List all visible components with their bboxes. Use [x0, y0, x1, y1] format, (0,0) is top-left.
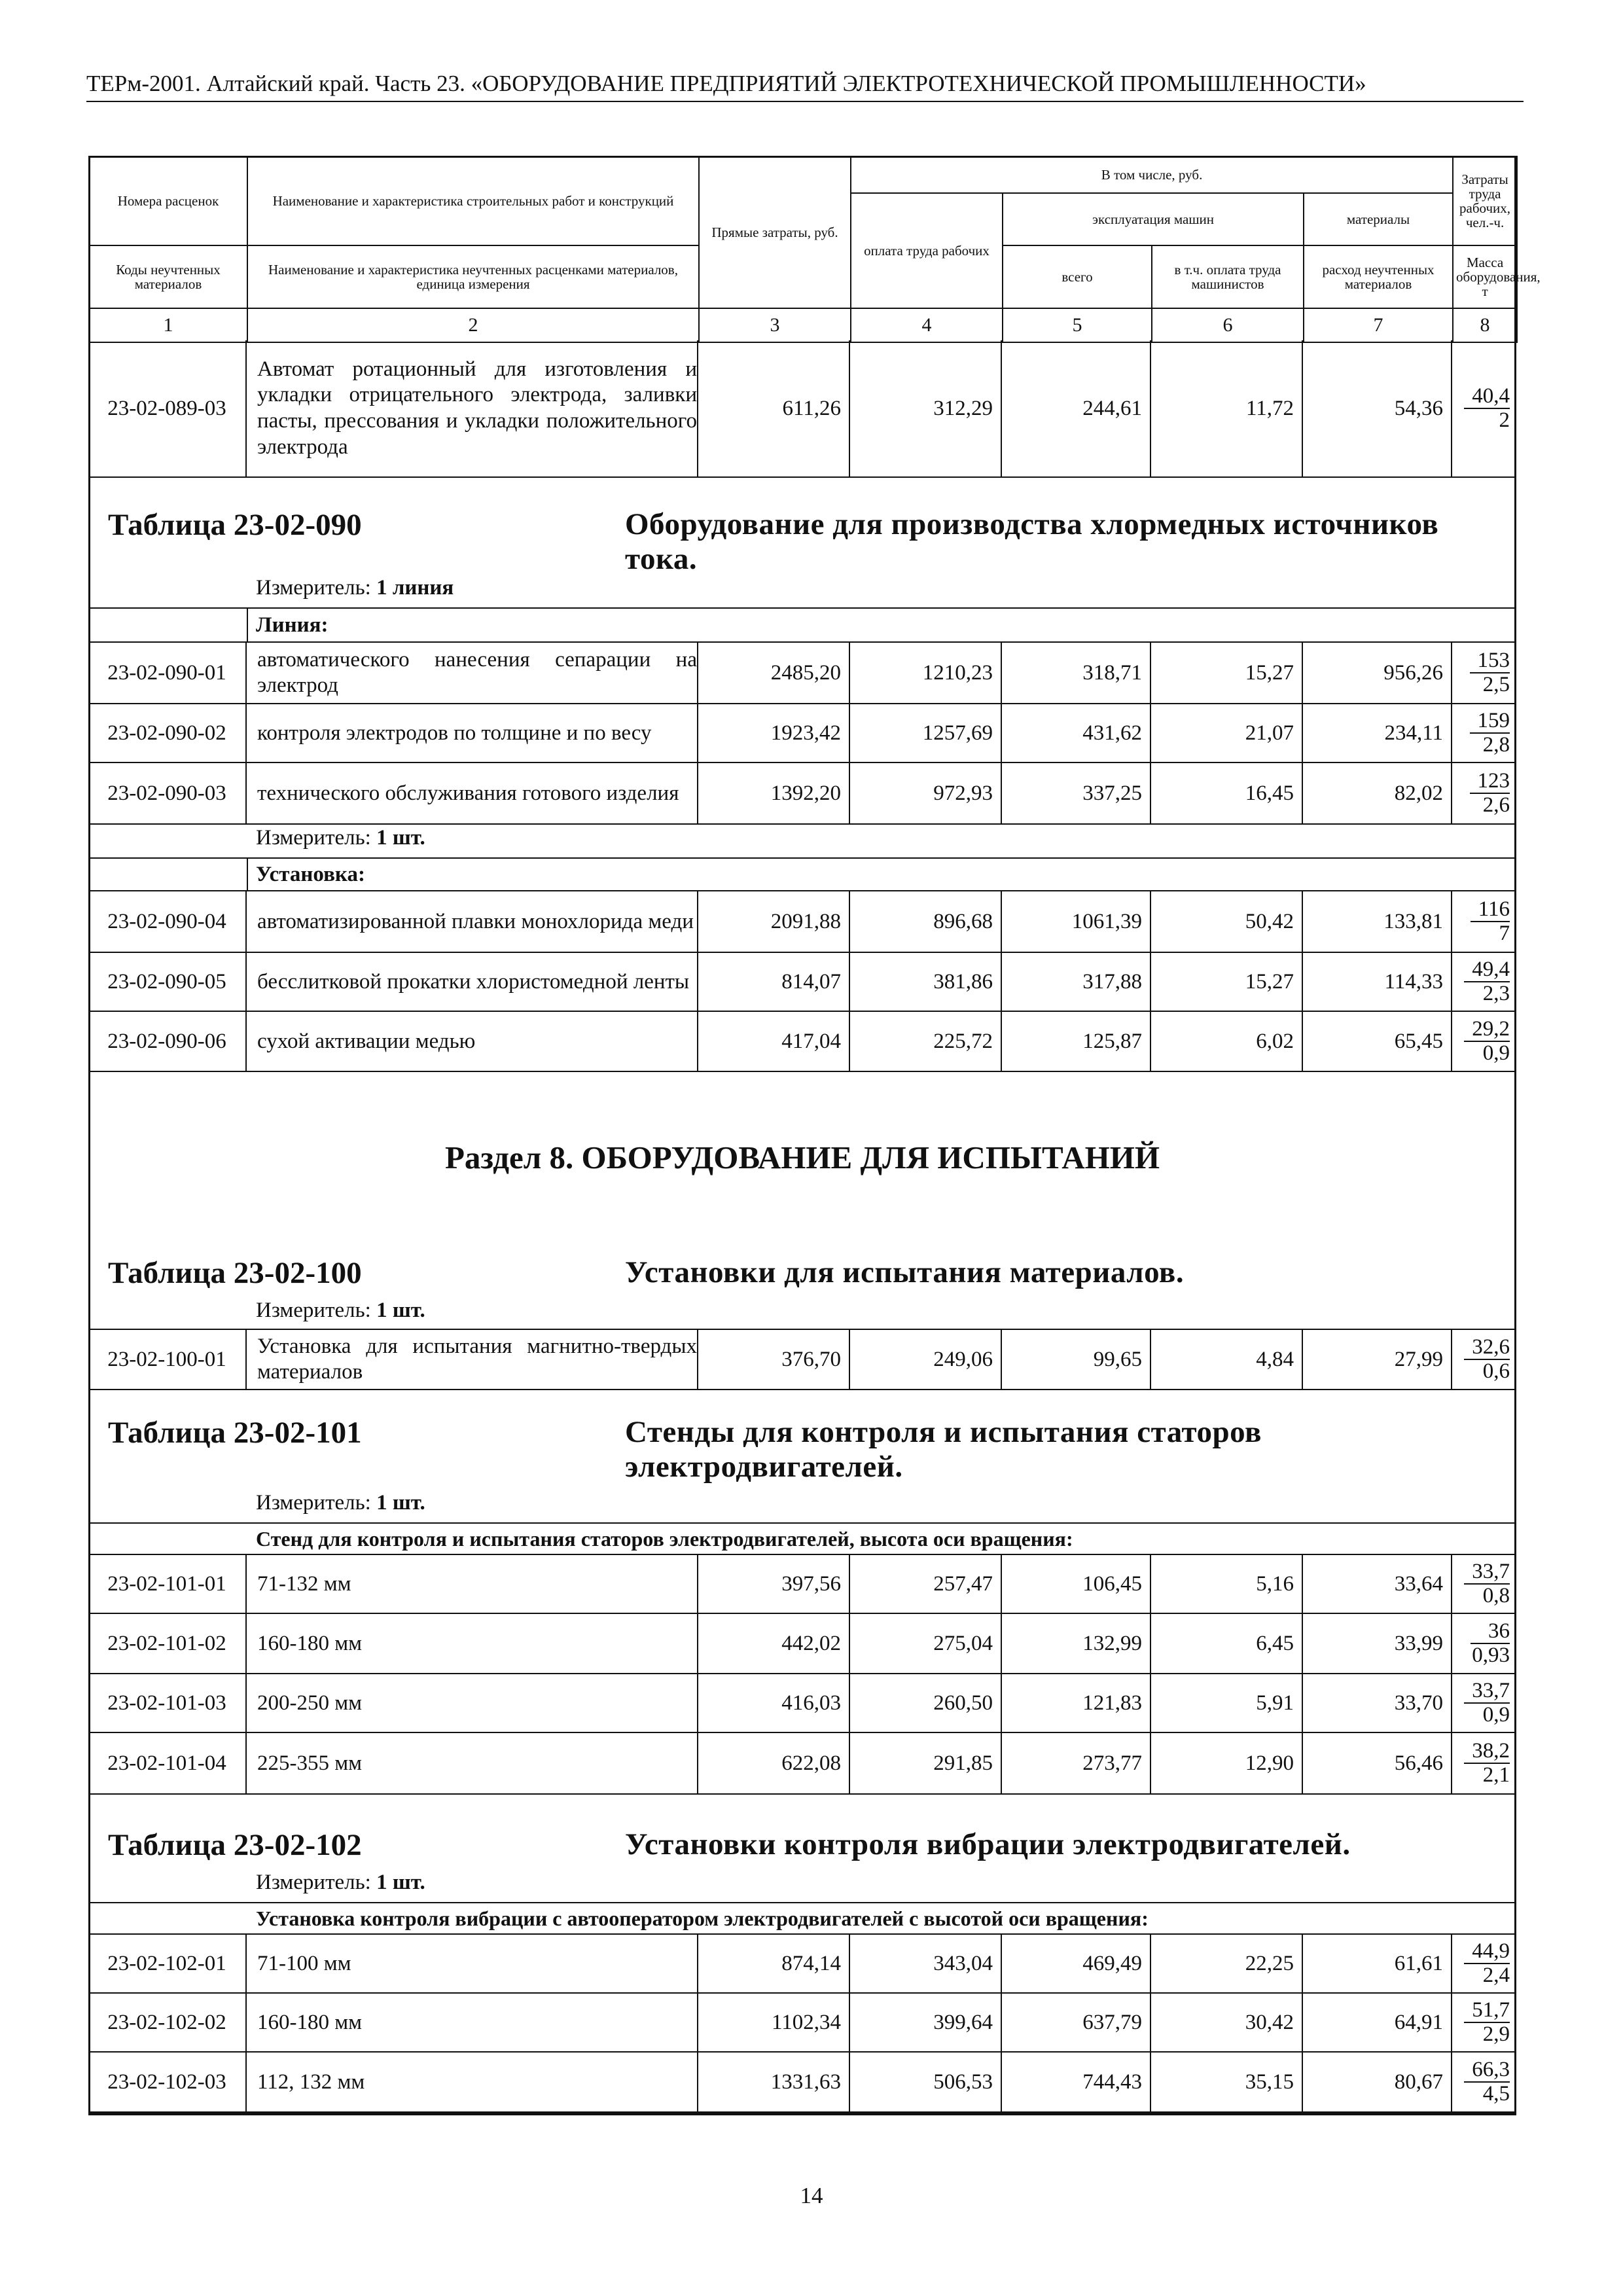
column-number: 3	[699, 308, 851, 342]
materials: 956,26	[1303, 643, 1452, 703]
equipment-mass: 2,1	[1482, 1763, 1510, 1787]
machines-total: 337,25	[1002, 763, 1151, 823]
materials: 33,99	[1303, 1614, 1452, 1673]
labor-mass	[1452, 953, 1516, 1011]
rate-name: Установка для испытания магнитно-твердых материалов	[247, 1330, 698, 1389]
equipment-mass: 0,93	[1472, 1643, 1510, 1667]
table-row	[88, 340, 1516, 478]
table-row	[88, 2053, 1516, 2113]
rate-name: 112, 132 мм	[247, 2053, 698, 2111]
machinists-pay: 22,25	[1151, 1935, 1303, 1992]
labor-pay: 275,04	[850, 1614, 1002, 1673]
direct-cost: 397,56	[698, 1555, 850, 1613]
header-materials: материалы	[1304, 193, 1453, 245]
table-row	[88, 891, 1516, 953]
labor-pay: 249,06	[850, 1330, 1002, 1389]
table-title: Таблица 23-02-101	[108, 1416, 362, 1450]
labor-mass	[1452, 763, 1516, 823]
table-row	[88, 1555, 1516, 1614]
rate-code: 23-02-101-04	[88, 1733, 247, 1793]
rate-code: 23-02-102-01	[88, 1935, 247, 1992]
rate-name: автоматизированной плавки монохлорида меди	[247, 891, 698, 952]
rate-name: автоматического нанесения сепарации на электрод	[247, 643, 698, 703]
equipment-mass: 0,6	[1482, 1359, 1510, 1383]
rate-name: 71-132 мм	[247, 1555, 698, 1613]
labor-pay: 506,53	[850, 2053, 1002, 2111]
header-total: всего	[1003, 245, 1152, 308]
header-mass: Масса оборудования, т	[1453, 245, 1517, 308]
labor-cost: 38,2	[1464, 1740, 1510, 1764]
labor-mass	[1452, 1330, 1516, 1389]
direct-cost: 416,03	[698, 1674, 850, 1732]
equipment-mass: 2,9	[1482, 2022, 1510, 2046]
rate-code: 23-02-102-02	[88, 1994, 247, 2051]
labor-cost: 159	[1470, 709, 1510, 734]
labor-pay: 312,29	[850, 340, 1002, 476]
header-machinists: в т.ч. оплата труда машинистов	[1152, 245, 1304, 308]
materials: 65,45	[1303, 1012, 1452, 1071]
labor-cost: 40,4	[1464, 385, 1510, 409]
labor-cost: 36	[1471, 1620, 1510, 1644]
labor-cost: 123	[1470, 770, 1510, 794]
group-header: Установка контроля вибрации с автооператором электродвигателей с высотой оси вращения:	[88, 1903, 1516, 1935]
labor-cost: 49,4	[1464, 958, 1510, 982]
group-header: Линия:	[88, 609, 1516, 643]
table-title: Таблица 23-02-102	[108, 1828, 362, 1862]
table-description: Оборудование для производства хлормедных источников тока.	[625, 507, 1439, 576]
machines-total: 317,88	[1002, 953, 1151, 1011]
direct-cost: 1923,42	[698, 704, 850, 762]
measure-unit: Измеритель: 1 шт.	[256, 1491, 425, 1515]
labor-cost: 153	[1470, 649, 1510, 673]
equipment-mass: 7	[1499, 922, 1510, 945]
labor-mass	[1452, 1733, 1516, 1793]
machinists-pay: 6,02	[1151, 1012, 1303, 1071]
rate-name: 71-100 мм	[247, 1935, 698, 1992]
machinists-pay: 16,45	[1151, 763, 1303, 823]
running-header: ТЕРм-2001. Алтайский край. Часть 23. «ОБОРУДОВАНИЕ ПРЕДПРИЯТИЙ ЭЛЕКТРОТЕХНИЧЕСКОЙ ПРОМЫШЛЕННОСТИ»	[86, 71, 1524, 102]
measure-unit: Измеритель: 1 линия	[256, 576, 454, 600]
labor-mass	[1452, 340, 1516, 476]
labor-mass	[1452, 2053, 1516, 2111]
equipment-mass: 2	[1499, 408, 1510, 432]
machines-total: 125,87	[1002, 1012, 1151, 1071]
rate-code: 23-02-090-06	[88, 1012, 247, 1071]
direct-cost: 1102,34	[698, 1994, 850, 2051]
labor-pay: 896,68	[850, 891, 1002, 952]
rate-name: 160-180 мм	[247, 1994, 698, 2051]
machines-total: 244,61	[1002, 340, 1151, 476]
labor-mass	[1452, 1555, 1516, 1613]
machines-total: 469,49	[1002, 1935, 1151, 1992]
rate-code: 23-02-102-03	[88, 2053, 247, 2111]
labor-mass	[1452, 1994, 1516, 2051]
labor-mass	[1452, 1614, 1516, 1673]
rate-name: 200-250 мм	[247, 1674, 698, 1732]
rate-code: 23-02-101-01	[88, 1555, 247, 1613]
table-row	[88, 1935, 1516, 1994]
column-number: 5	[1003, 308, 1152, 342]
equipment-mass: 2,5	[1482, 673, 1510, 696]
machines-total: 744,43	[1002, 2053, 1151, 2111]
rate-code: 23-02-090-04	[88, 891, 247, 952]
labor-pay: 972,93	[850, 763, 1002, 823]
table-row	[88, 704, 1516, 763]
column-number: 2	[247, 308, 699, 342]
table-row	[88, 1614, 1516, 1674]
labor-cost: 116	[1471, 898, 1510, 922]
rate-name: технического обслуживания готового изделия	[247, 763, 698, 823]
machinists-pay: 35,15	[1151, 2053, 1303, 2111]
machinists-pay: 5,16	[1151, 1555, 1303, 1613]
direct-cost: 1392,20	[698, 763, 850, 823]
measure-unit: Измеритель: 1 шт.	[256, 1299, 425, 1322]
header-material-name: Наименование и характеристика неучтенных расценками материалов, единица измерения	[247, 245, 699, 308]
column-number: 1	[89, 308, 247, 342]
table-row	[88, 1994, 1516, 2053]
rate-name: контроля электродов по толщине и по весу	[247, 704, 698, 762]
header-material-codes: Коды неучтенных материалов	[89, 245, 247, 308]
machines-total: 132,99	[1002, 1614, 1151, 1673]
materials: 82,02	[1303, 763, 1452, 823]
page-number: 14	[800, 2183, 823, 2208]
table-row	[88, 763, 1516, 825]
direct-cost: 376,70	[698, 1330, 850, 1389]
labor-mass	[1452, 704, 1516, 762]
machinists-pay: 6,45	[1151, 1614, 1303, 1673]
rate-name: Автомат ротационный для изготовления и укладки отрицательного электрода, заливки пасты, прессования и укладки положительного электрода	[247, 340, 698, 476]
rate-name: бесслитковой прокатки хлористомедной ленты	[247, 953, 698, 1011]
materials: 56,46	[1303, 1733, 1452, 1793]
table-description: Стенды для контроля и испытания статоров электродвигателей.	[625, 1415, 1262, 1484]
measure-unit: Измеритель: 1 шт.	[256, 826, 425, 850]
machinists-pay: 12,90	[1151, 1733, 1303, 1793]
labor-cost: 33,7	[1464, 1679, 1510, 1704]
table-row	[88, 1733, 1516, 1795]
direct-cost: 442,02	[698, 1614, 850, 1673]
machinists-pay: 15,27	[1151, 643, 1303, 703]
rate-code: 23-02-090-02	[88, 704, 247, 762]
table-description: Установки для испытания материалов.	[625, 1255, 1185, 1289]
rate-name: 225-355 мм	[247, 1733, 698, 1793]
machinists-pay: 11,72	[1151, 340, 1303, 476]
rate-name: сухой активации медью	[247, 1012, 698, 1071]
labor-pay: 291,85	[850, 1733, 1002, 1793]
machines-total: 99,65	[1002, 1330, 1151, 1389]
direct-cost: 2485,20	[698, 643, 850, 703]
direct-cost: 622,08	[698, 1733, 850, 1793]
column-number: 8	[1453, 308, 1517, 342]
materials: 80,67	[1303, 2053, 1452, 2111]
labor-mass	[1452, 1935, 1516, 1992]
table-header	[88, 156, 1541, 343]
labor-pay: 1257,69	[850, 704, 1002, 762]
equipment-mass: 2,3	[1482, 982, 1510, 1005]
header-labor-pay: оплата труда рабочих	[851, 193, 1003, 308]
equipment-mass: 0,9	[1482, 1703, 1510, 1727]
rate-name: 160-180 мм	[247, 1614, 698, 1673]
equipment-mass: 2,4	[1482, 1964, 1510, 1987]
rate-code: 23-02-100-01	[88, 1330, 247, 1389]
table-description: Установки контроля вибрации электродвигателей.	[625, 1827, 1351, 1861]
machines-total: 121,83	[1002, 1674, 1151, 1732]
machines-total: 1061,39	[1002, 891, 1151, 952]
header-labor-cost: Затраты труда рабочих, чел.-ч.	[1453, 156, 1517, 245]
direct-cost: 2091,88	[698, 891, 850, 952]
equipment-mass: 4,5	[1482, 2082, 1510, 2106]
table-row	[88, 953, 1516, 1012]
header-direct: Прямые затраты, руб.	[699, 156, 851, 308]
labor-mass	[1452, 891, 1516, 952]
rate-code: 23-02-090-05	[88, 953, 247, 1011]
measure-unit: Измеритель: 1 шт.	[256, 1871, 425, 1894]
labor-cost: 33,7	[1464, 1560, 1510, 1585]
labor-pay: 260,50	[850, 1674, 1002, 1732]
column-number: 7	[1304, 308, 1453, 342]
rate-code: 23-02-089-03	[88, 340, 247, 476]
materials: 54,36	[1303, 340, 1452, 476]
labor-cost: 32,6	[1464, 1336, 1510, 1360]
machines-total: 273,77	[1002, 1733, 1151, 1793]
table-row	[88, 643, 1516, 704]
header-machines: эксплуатация машин	[1003, 193, 1304, 245]
equipment-mass: 2,6	[1482, 793, 1510, 817]
machinists-pay: 50,42	[1151, 891, 1303, 952]
labor-pay: 399,64	[850, 1994, 1002, 2051]
rate-code: 23-02-101-03	[88, 1674, 247, 1732]
labor-pay: 225,72	[850, 1012, 1002, 1071]
column-number: 6	[1152, 308, 1304, 342]
table-row	[88, 1330, 1516, 1390]
direct-cost: 1331,63	[698, 2053, 850, 2111]
labor-cost: 66,3	[1464, 2058, 1510, 2083]
direct-cost: 874,14	[698, 1935, 850, 1992]
materials: 61,61	[1303, 1935, 1452, 1992]
machines-total: 106,45	[1002, 1555, 1151, 1613]
machinists-pay: 21,07	[1151, 704, 1303, 762]
materials: 33,70	[1303, 1674, 1452, 1732]
labor-mass	[1452, 643, 1516, 703]
labor-cost: 29,2	[1464, 1018, 1510, 1042]
labor-pay: 343,04	[850, 1935, 1002, 1992]
labor-pay: 381,86	[850, 953, 1002, 1011]
labor-mass	[1452, 1012, 1516, 1071]
machinists-pay: 4,84	[1151, 1330, 1303, 1389]
rate-code: 23-02-090-03	[88, 763, 247, 823]
machines-total: 431,62	[1002, 704, 1151, 762]
direct-cost: 417,04	[698, 1012, 850, 1071]
header-name: Наименование и характеристика строительных работ и конструкций	[247, 156, 699, 245]
labor-cost: 44,9	[1464, 1940, 1510, 1964]
labor-cost: 51,7	[1464, 1999, 1510, 2023]
direct-cost: 611,26	[698, 340, 850, 476]
table-title: Таблица 23-02-090	[108, 508, 362, 542]
equipment-mass: 2,8	[1482, 733, 1510, 757]
materials: 114,33	[1303, 953, 1452, 1011]
table-title: Таблица 23-02-100	[108, 1256, 362, 1290]
column-number: 4	[851, 308, 1003, 342]
rate-code: 23-02-101-02	[88, 1614, 247, 1673]
machinists-pay: 30,42	[1151, 1994, 1303, 2051]
machines-total: 318,71	[1002, 643, 1151, 703]
labor-pay: 1210,23	[850, 643, 1002, 703]
group-header: Стенд для контроля и испытания статоров электродвигателей, высота оси вращения:	[88, 1524, 1516, 1555]
direct-cost: 814,07	[698, 953, 850, 1011]
materials: 33,64	[1303, 1555, 1452, 1613]
equipment-mass: 0,8	[1482, 1584, 1510, 1607]
materials: 27,99	[1303, 1330, 1452, 1389]
materials: 64,91	[1303, 1994, 1452, 2051]
materials: 133,81	[1303, 891, 1452, 952]
machinists-pay: 15,27	[1151, 953, 1303, 1011]
table-row	[88, 1012, 1516, 1072]
machinists-pay: 5,91	[1151, 1674, 1303, 1732]
header-unaccounted: расход неучтенных материалов	[1304, 245, 1453, 308]
header-codes: Номера расценок	[89, 156, 247, 245]
section-title: Раздел 8. ОБОРУДОВАНИЕ ДЛЯ ИСПЫТАНИЙ	[444, 1139, 1160, 1175]
equipment-mass: 0,9	[1482, 1041, 1510, 1065]
header-incl: В том числе, руб.	[851, 156, 1453, 193]
machines-total: 637,79	[1002, 1994, 1151, 2051]
labor-pay: 257,47	[850, 1555, 1002, 1613]
group-header: Установка:	[88, 859, 1516, 891]
materials: 234,11	[1303, 704, 1452, 762]
rate-code: 23-02-090-01	[88, 643, 247, 703]
table-row	[88, 1674, 1516, 1733]
labor-mass	[1452, 1674, 1516, 1732]
